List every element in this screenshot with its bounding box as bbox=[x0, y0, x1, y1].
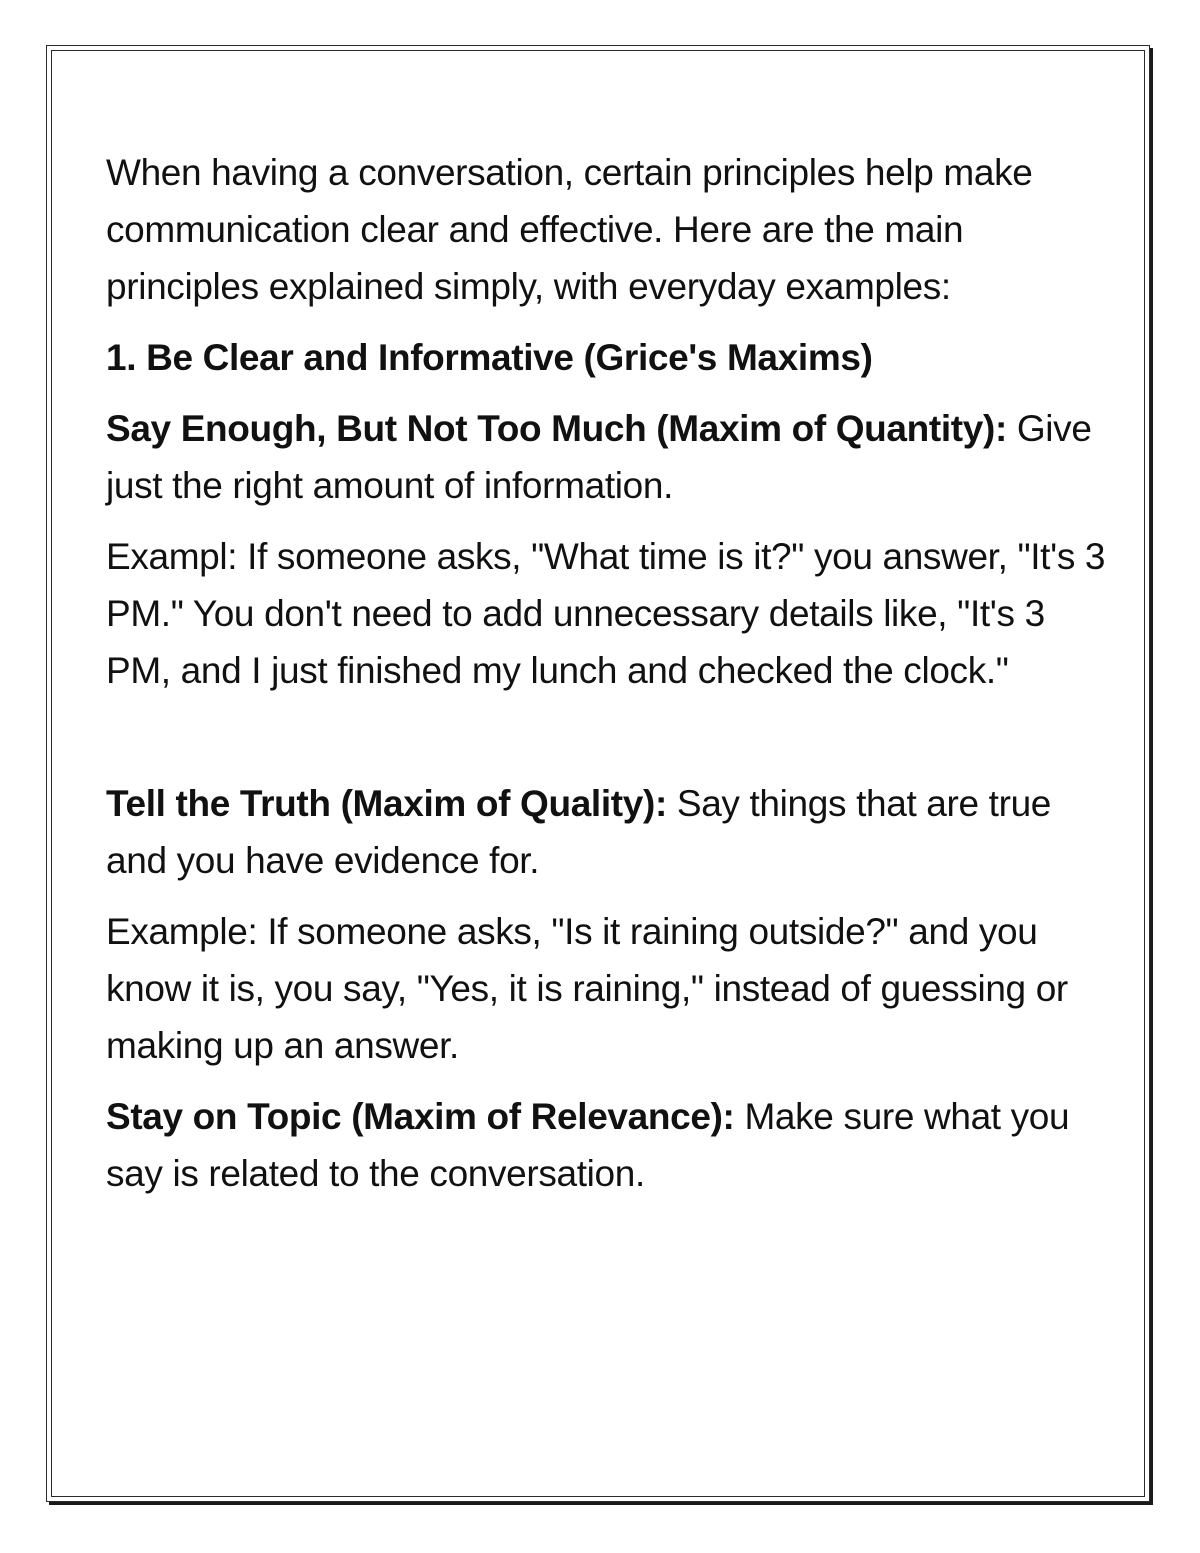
quantity-paragraph bbox=[106, 400, 1106, 514]
document-body bbox=[106, 144, 1106, 1216]
relevance-text: Make sure what you say is related to the conversation. bbox=[106, 1096, 1070, 1194]
quality-paragraph bbox=[106, 775, 1106, 889]
relevance-paragraph bbox=[106, 1088, 1106, 1202]
section-heading: 1. Be Clear and Informative (Grice's Maxims) bbox=[106, 337, 873, 378]
intro-paragraph: When having a conversation, certain principles help make communication clear and effective. Here are the main principles explained simply, with everyday examples: bbox=[106, 152, 1033, 307]
quality-example: Example: If someone asks, "Is it raining outside?" and you know it is, you say, "Yes, it is raining," instead of guessing or making up an answer. bbox=[106, 911, 1068, 1066]
quantity-title: Say Enough, But Not Too Much (Maxim of Quantity): bbox=[106, 408, 1007, 449]
quantity-example: Exampl: If someone asks, "What time is it?" you answer, "It's 3 PM." You don't need to add unnecessary details like, "It's 3 PM, and I just finished my lunch and checked the clock." bbox=[106, 536, 1106, 691]
relevance-title: Stay on Topic (Maxim of Relevance): bbox=[106, 1096, 735, 1137]
quality-title: Tell the Truth (Maxim of Quality): bbox=[106, 783, 667, 824]
quantity-text: Give just the right amount of information. bbox=[106, 408, 1092, 506]
quality-text: Say things that are true and you have evidence for. bbox=[106, 783, 1052, 881]
blank-line bbox=[106, 713, 1106, 775]
